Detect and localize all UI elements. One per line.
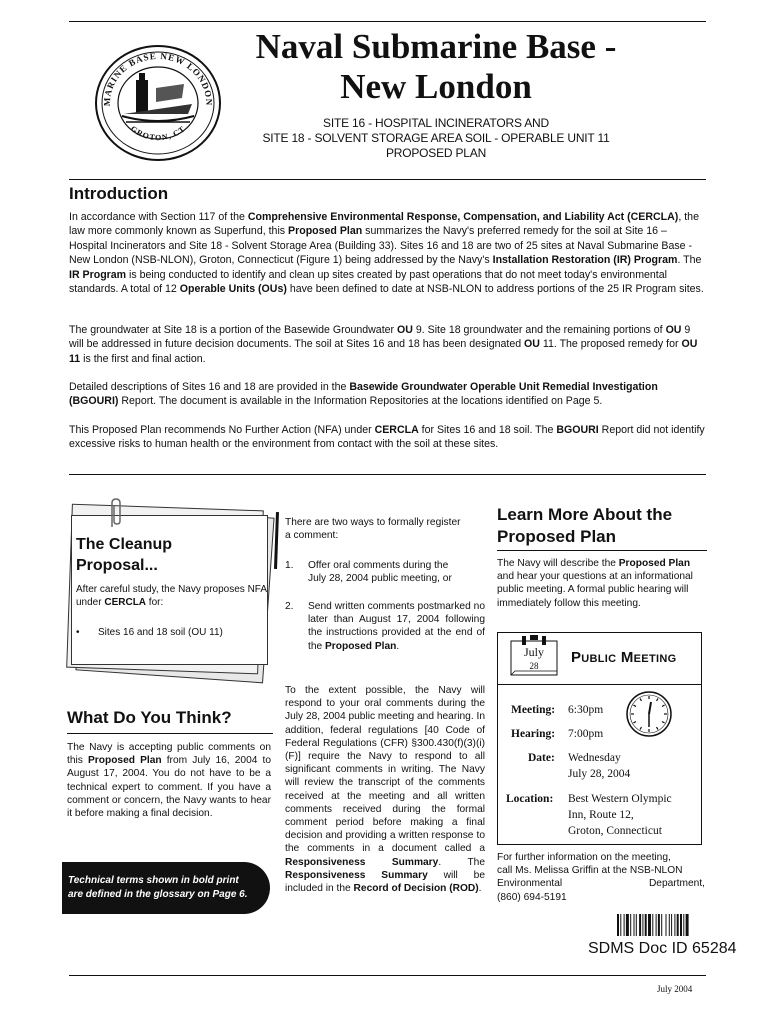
- further-info-text: [497, 851, 705, 904]
- footer-date: July 2004: [657, 984, 693, 994]
- date-label: Date:: [528, 752, 555, 764]
- option-2-number: 2.: [285, 601, 294, 612]
- option-1-text: Offer oral comments during the July 28, 2004 public meeting, or: [308, 560, 452, 585]
- barcode-bar: [686, 914, 689, 936]
- public-meeting-box: [497, 632, 702, 845]
- date-line1: Wednesday: [568, 752, 621, 764]
- clock-icon: [624, 689, 674, 739]
- sdms-doc-id: SDMS Doc ID 65284: [588, 940, 737, 957]
- hearing-time: 7:00pm: [568, 728, 604, 740]
- barcode-bar: [634, 914, 635, 936]
- register-intro-line1: There are two ways to formally register: [285, 517, 461, 528]
- intro-rule: [69, 179, 706, 180]
- barcode-bar: [617, 914, 619, 936]
- location-line3: Groton, Connecticut: [568, 825, 662, 837]
- learn-more-heading: [497, 504, 672, 548]
- barcode-bar: [656, 914, 657, 936]
- barcode-bar: [661, 914, 662, 936]
- middle-column-bar: [274, 512, 279, 569]
- location-line1: Best Western Olympic: [568, 793, 672, 805]
- learn-rule: [497, 550, 707, 551]
- barcode-bar: [620, 914, 621, 936]
- location-label: Location:: [506, 793, 554, 805]
- further-line3: [497, 877, 705, 890]
- what-do-you-think-text: The Navy is accepting public comments on this Proposed Plan from July 16, 2004 to August 17, 2004. You do not have to be a technical expert to comment. If you have a comment or concern, the Navy wants to hear it before making a final decision.: [67, 742, 272, 820]
- top-rule: [69, 21, 706, 22]
- meeting-time: 6:30pm: [568, 704, 604, 716]
- date-line2: July 28, 2004: [568, 768, 631, 780]
- further-line3a: Environmental: [497, 878, 563, 890]
- barcode-bar: [683, 914, 684, 936]
- hearing-label: Hearing:: [511, 728, 556, 740]
- further-line2: call Ms. Melissa Griffin at the NSB-NLON: [497, 865, 683, 877]
- calendar-day: 28: [529, 661, 539, 671]
- further-line1: For further information on the meeting,: [497, 852, 671, 863]
- subtitle-line2: SITE 18 - SOLVENT STORAGE AREA SOIL - OPERABLE UNIT 11: [262, 131, 610, 145]
- footer-rule: [69, 975, 706, 976]
- cleanup-bullet: •: [76, 627, 80, 638]
- further-line3b: Department,: [648, 878, 705, 890]
- meeting-label: Meeting:: [511, 704, 556, 716]
- intro-paragraph-4: This Proposed Plan recommends No Further Action (NFA) under CERCLA for Sites 16 and 18 soil. The BGOURI Report did not identify excessive risks to human health or the environment from contact with the soil at these sites.: [69, 424, 705, 451]
- learn-heading-line2: Proposed Plan: [497, 527, 617, 546]
- response-process-text: To the extent possible, the Navy will respond to your oral comments during the July 28, 2004 public meeting and hearing. In addition, federal regulations [40 Code of Federal Regulations (CFR) §300.430(f)(3)(i)(F)] require the Navy to respond to all significant comments in writing. The Navy will review the transcript of the comments received at the meeting and all written comments received during the formal comment period before making a final decision and providing a written response to the comments in a document called a Responsiveness Summary. The Responsiveness Summary will be included in the Record of Decision (ROD).: [285, 685, 486, 895]
- comment-option-2: [285, 600, 485, 653]
- cleanup-heading: [76, 534, 172, 576]
- glossary-note: [62, 862, 270, 914]
- intro-paragraph-1: In accordance with Section 117 of the Comprehensive Environmental Response, Compensation, and Liability Act (CERCLA), the law more commonly known as Superfund, this Proposed Plan summarizes the Navy's preferred remedy for the soil at Site 16 – Hospital Incinerators and Site 18 - Solvent Storage Area (Building 33). Sites 16 and 18 are two of 25 sites at Naval Submarine Base - New London (NSB-NLON), Groton, Connecticut (Figure 1) being addressed by the Navy's Installation Restoration (IR) Program. The IR Program is being conducted to identify and clean up sites created by past operations that do not meet today's environmental standards. A total of 12 Operable Units (OUs) have been defined to date at NSB-NLON to address portions of the 25 IR Program sites.: [69, 211, 704, 296]
- barcode: [617, 914, 721, 936]
- what-do-you-think-heading: What Do You Think?: [67, 708, 232, 727]
- section-rule: [69, 474, 706, 475]
- barcode-bar: [645, 914, 647, 936]
- what-rule: [67, 733, 273, 734]
- register-comment-intro: [285, 516, 461, 542]
- barcode-bar: [626, 914, 629, 936]
- glossary-line1: Technical terms shown in bold print: [68, 875, 239, 886]
- seal-text-top: MARINE BASE NEW LONDON: [101, 50, 215, 107]
- cleanup-item: Sites 16 and 18 soil (OU 11): [98, 627, 223, 638]
- paperclip-icon: [106, 497, 126, 529]
- barcode-bar: [636, 914, 637, 936]
- cleanup-heading-line1: The Cleanup: [76, 536, 173, 553]
- barcode-bar: [671, 914, 672, 936]
- seal-text-bottom: GROTON, CT: [128, 124, 188, 143]
- meeting-box-divider: [498, 684, 701, 685]
- location-line2: Inn, Route 12,: [568, 809, 634, 821]
- barcode-bar: [658, 914, 660, 936]
- barcode-bar: [648, 914, 651, 936]
- glossary-line2: are defined in the glossary on Page 6.: [68, 889, 248, 900]
- barcode-bar: [674, 914, 675, 936]
- cleanup-heading-line2: Proposal...: [76, 557, 158, 574]
- option-2-text: Send written comments postmarked no later than August 17, 2004 following the instructions provided at the end of the Proposed Plan.: [308, 601, 485, 652]
- page-title-line2: New London: [340, 67, 532, 106]
- learn-more-text: The Navy will describe the Proposed Plan and hear your questions at an informational public meeting. A formal public hearing will immediately follow this meeting.: [497, 558, 693, 609]
- barcode-bar: [639, 914, 641, 936]
- comment-option-1: [285, 559, 485, 585]
- calendar-month: July: [523, 645, 544, 659]
- further-phone: (860) 694-5191: [497, 891, 567, 903]
- barcode-bar: [652, 914, 653, 936]
- option-1-number: 1.: [285, 560, 294, 571]
- register-intro-line2: a comment:: [285, 530, 339, 542]
- subtitle-line3: PROPOSED PLAN: [385, 146, 487, 160]
- public-meeting-title: Public Meeting: [571, 649, 677, 666]
- barcode-bar: [677, 914, 679, 936]
- calendar-icon: [508, 635, 560, 677]
- intro-paragraph-2: The groundwater at Site 18 is a portion of the Basewide Groundwater OU 9. Site 18 groundwater and the remaining portions of OU 9 will be addressed in future decision documents. The soil at Sites 16 and 18 has been designated OU 11. The proposed remedy for OU 11 is the first and final action.: [69, 324, 698, 365]
- barcode-bar: [624, 914, 625, 936]
- barcode-bar: [680, 914, 682, 936]
- barcode-bar: [669, 914, 670, 936]
- barcode-bar: [666, 914, 667, 936]
- subtitle-line1: SITE 16 - HOSPITAL INCINERATORS AND: [323, 116, 549, 130]
- cleanup-text: After careful study, the Navy proposes NFA under CERCLA for:: [76, 584, 267, 608]
- barcode-bar: [642, 914, 643, 936]
- barcode-bar: [630, 914, 631, 936]
- page-title: Naval Submarine Base -: [255, 27, 617, 66]
- intro-paragraph-3: Detailed descriptions of Sites 16 and 18 are provided in the Basewide Groundwater Operable Unit Remedial Investigation (BGOURI) Report. The document is available in the Information Repositories at the locations identified on Page 5.: [69, 381, 658, 408]
- learn-heading-line1: Learn More About the: [497, 505, 673, 524]
- intro-heading: Introduction: [69, 184, 169, 203]
